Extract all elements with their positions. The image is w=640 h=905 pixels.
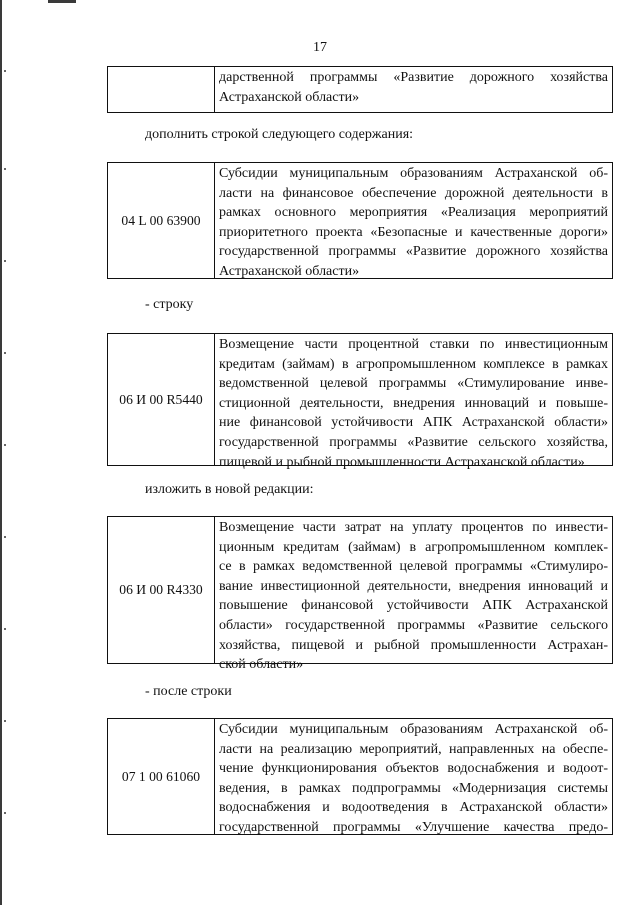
desc-line: приоритетного проекта «Безопасные и качественные дороги» (219, 224, 608, 240)
table-row-continuation (107, 66, 613, 113)
desc-line: государственной программы «Улучшение качества предо- (219, 819, 608, 835)
row-code: 04 L 00 63900 (108, 163, 215, 278)
row-description (215, 334, 612, 470)
desc-line: ласти на финансовое обеспечение дорожной деятельности в (219, 185, 608, 201)
row-code: 06 И 00 R5440 (108, 334, 215, 465)
page-number: 17 (313, 40, 327, 55)
desc-line: дарственной программы «Развитие дорожного хозяйства (219, 70, 608, 85)
row-code (108, 67, 215, 112)
desc-line: хозяйства, пищевой и рыбной промышленности Астрахан- (219, 637, 608, 653)
row-description (215, 517, 612, 673)
desc-line: Возмещение части затрат на уплату процентов по инвести- (219, 520, 608, 535)
row-description (215, 67, 612, 112)
scan-top-mark (48, 0, 76, 3)
desc-line: Субсидии муниципальным образованиям Астраханской об- (219, 722, 608, 737)
instruction-row: - строку (145, 297, 194, 312)
desc-line: Возмещение части процентной ставки по инвестиционным (219, 337, 608, 352)
instruction-add-row: дополнить строкой следующего содержания: (145, 127, 414, 142)
desc-line: чение функционирования объектов водоснабжения и водоот- (219, 761, 608, 777)
desc-line: ведения, в рамках подпрограммы «Модернизация системы (219, 780, 608, 796)
desc-line: рамках основного мероприятия «Реализация мероприятий (219, 205, 608, 221)
desc-line: вание инвестиционной деятельности, внедрения инноваций и (219, 578, 608, 594)
desc-line: се в рамках ведомственной целевой программы «Стимулиро- (219, 559, 608, 575)
instruction-after-row: - после строки (145, 684, 232, 699)
scan-left-edge (0, 0, 2, 905)
desc-line: Астраханской области» (219, 263, 360, 279)
desc-line: Астраханской области» (219, 89, 360, 105)
desc-line: ласти на реализацию мероприятий, направленных на обеспе- (219, 741, 608, 757)
desc-line: пищевой и рыбной промышленности Астраханской области» (219, 454, 585, 470)
row-code: 06 И 00 R4330 (108, 517, 215, 663)
desc-line: ской области» (219, 657, 304, 673)
desc-line: Субсидии муниципальным образованиям Астраханской об- (219, 166, 608, 181)
table-row-071006106 (107, 718, 613, 835)
table-row-06I00R5440 (107, 333, 613, 470)
row-description (215, 719, 612, 834)
desc-line: государственной программы «Развитие сельского хозяйства, (219, 434, 608, 450)
desc-line: ционным кредитам (займам) в агропромышленном комплек- (219, 539, 608, 555)
desc-line: стиционной деятельности, внедрения инноваций и повыше- (219, 395, 608, 411)
row-description (215, 163, 612, 278)
desc-line: государственной программы «Развитие дорожного хозяйства (219, 244, 608, 260)
desc-line: кредитам (займам) в агропромышленном комплексе в рамках (219, 356, 608, 372)
desc-line: области» государственной программы «Развитие сельского (219, 617, 608, 633)
table-row-06I00R4330 (107, 516, 613, 673)
desc-line: ние финансовой устойчивости АПК Астраханской области» (219, 415, 608, 431)
desc-line: ведомственной целевой программы «Стимулирование инве- (219, 376, 608, 392)
desc-line: водоснабжения и водоотведения в Астраханской области» (219, 800, 608, 816)
instruction-new-edition: изложить в новой редакции: (145, 482, 314, 497)
table-row-04L0063900 (107, 162, 613, 279)
desc-line: повышение финансовой устойчивости АПК Астраханской (219, 598, 608, 614)
row-code: 07 1 00 61060 (108, 719, 215, 834)
